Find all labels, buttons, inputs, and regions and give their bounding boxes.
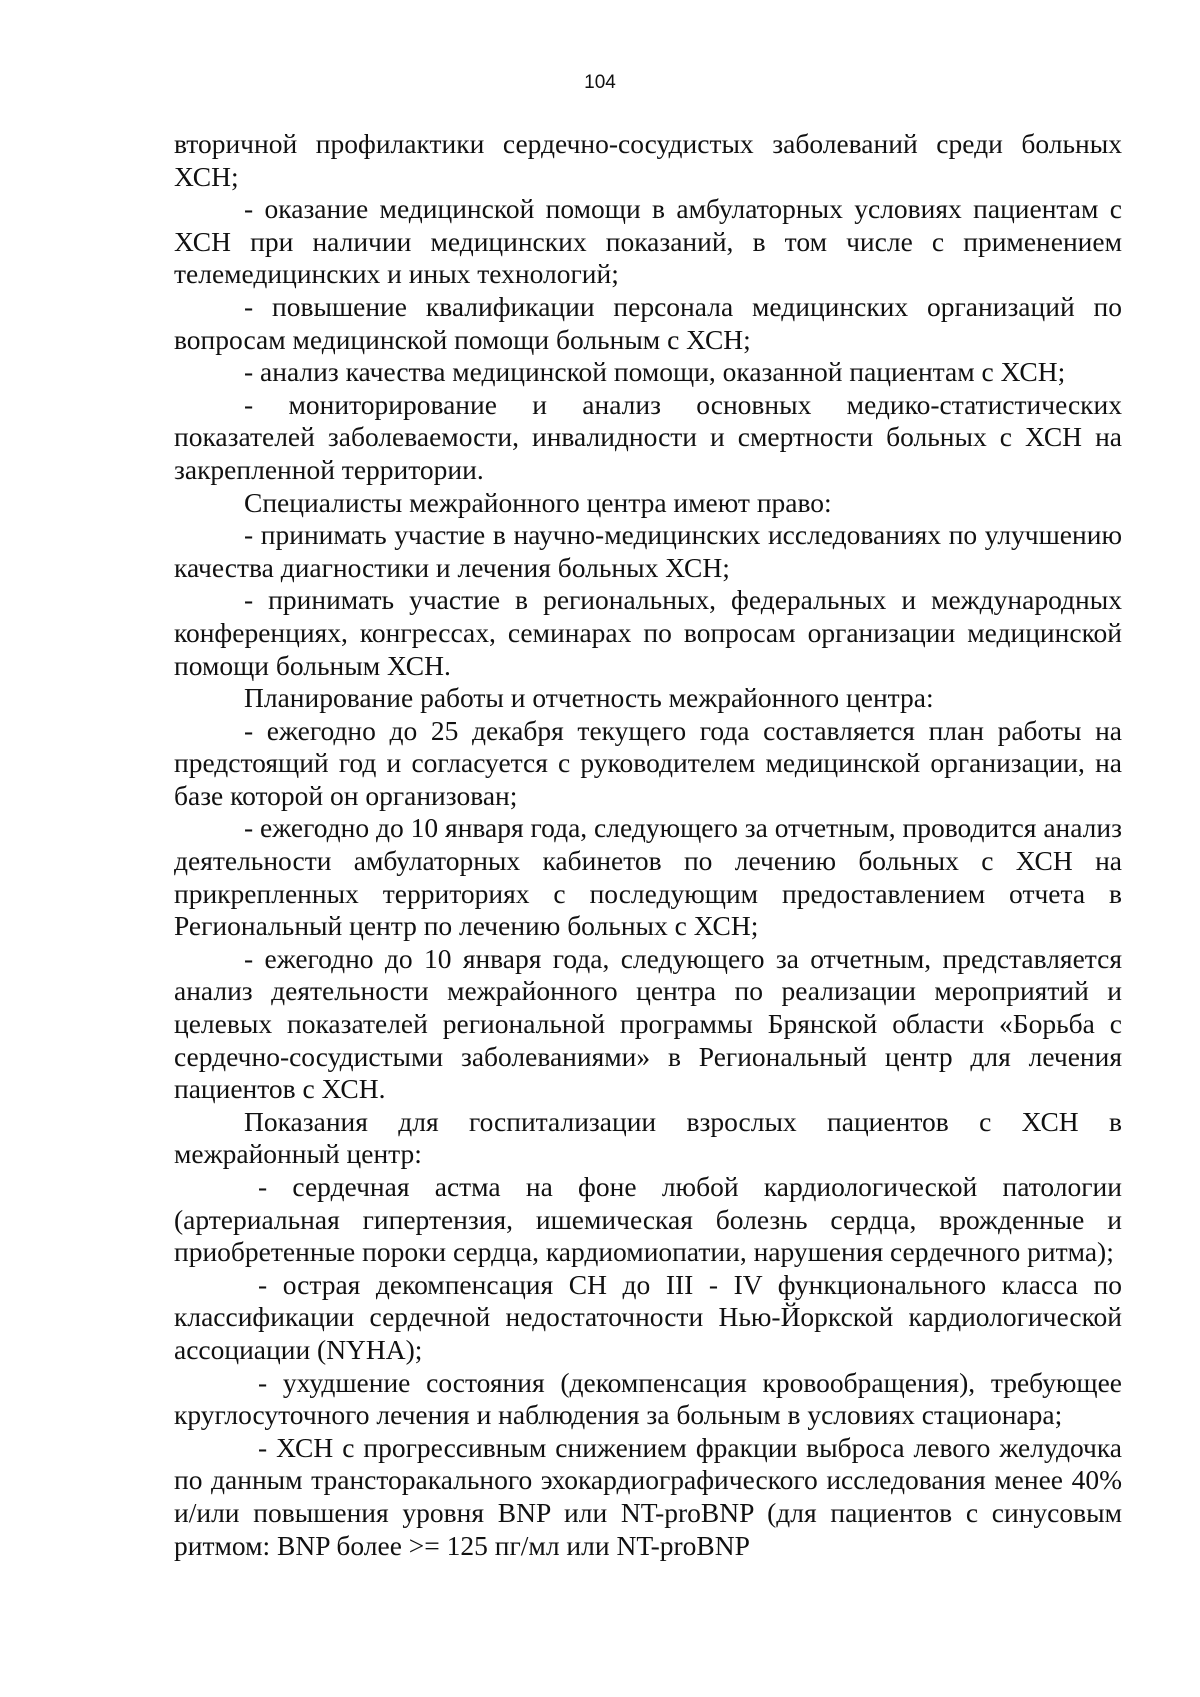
list-item-conferences: - принимать участие в региональных, федеральных и международных конференциях, конгрессах, семинарах по вопросам организации медицинской помощи больным ХСН.	[174, 584, 1122, 681]
list-item-center-analysis: - ежегодно до 10 января года, следующего за отчетным, представляется анализ деятельности межрайонного центра по реализации мероприятий и целевых показателей региональной программы Брянской области «Борьба с сердечно-сосудистыми заболеваниями» в Региональный центр для лечения пациентов с ХСН.	[174, 942, 1122, 1105]
page-number: 104	[584, 72, 616, 93]
list-item-research: - принимать участие в научно-медицинских исследованиях по улучшению качества диагностики и лечения больных ХСН;	[174, 519, 1122, 583]
paragraph-planning-heading: Планирование работы и отчетность межрайонного центра:	[244, 682, 934, 714]
list-item-cardiac-asthma: - сердечная астма на фоне любой кардиологической патологии (артериальная гипертензия, ишемическая болезнь сердца, врожденные и приобретенные пороки сердца, кардиомиопатии, нарушения сердечного ритма);	[174, 1171, 1122, 1268]
list-item-ejection-fraction: - ХСН с прогрессивным снижением фракции выброса левого желудочка по данным трансторакального эхокардиографического исследования менее 40% и/или повышения уровня BNP или NT-proBNP (для пациентов с синусовым ритмом: BNP более >= 125 пг/мл или NT-proBNP	[174, 1431, 1122, 1561]
list-item-monitoring: - мониторирование и анализ основных медико-статистических показателей заболеваемости, инвалидности и смертности больных с ХСН на закрепленной территории.	[174, 388, 1122, 485]
paragraph-continuation: вторичной профилактики сердечно-сосудистых заболеваний среди больных ХСН;	[174, 128, 1122, 192]
list-item-acute-decompensation: - острая декомпенсация СН до III - IV функционального класса по классификации сердечной недостаточности Нью-Йоркской кардиологической ассоциации (NYHA);	[174, 1268, 1122, 1365]
paragraph-rights-heading: Специалисты межрайонного центра имеют право:	[244, 486, 832, 518]
list-item-qualification: - повышение квалификации персонала медицинских организаций по вопросам медицинской помощи больным с ХСН;	[174, 290, 1122, 355]
list-item-worsening: - ухудшение состояния (декомпенсация кровообращения), требующее круглосуточного лечения и наблюдения за больным в условиях стационара;	[174, 1366, 1122, 1431]
list-item-work-plan: - ежегодно до 25 декабря текущего года составляется план работы на предстоящий год и согласуется с руководителем медицинской организации, на базе которой он организован;	[174, 714, 1122, 811]
body-text	[174, 128, 1122, 1562]
list-item-telemedicine: - оказание медицинской помощи в амбулаторных условиях пациентам с ХСН при наличии медицинских показаний, в том числе с применением телемедицинских и иных технологий;	[174, 193, 1122, 290]
list-item-quality-analysis: - анализ качества медицинской помощи, оказанной пациентам с ХСН;	[244, 356, 1066, 388]
list-item-cabinet-analysis: - ежегодно до 10 января года, следующего за отчетным, проводится анализ деятельности амбулаторных кабинетов по лечению больных с ХСН на прикрепленных территориях с последующим предоставлением отчета в Региональный центр по лечению больных с ХСН;	[174, 812, 1122, 942]
paragraph-hospitalization-heading: Показания для госпитализации взрослых пациентов с ХСН в межрайонный центр:	[174, 1105, 1122, 1170]
